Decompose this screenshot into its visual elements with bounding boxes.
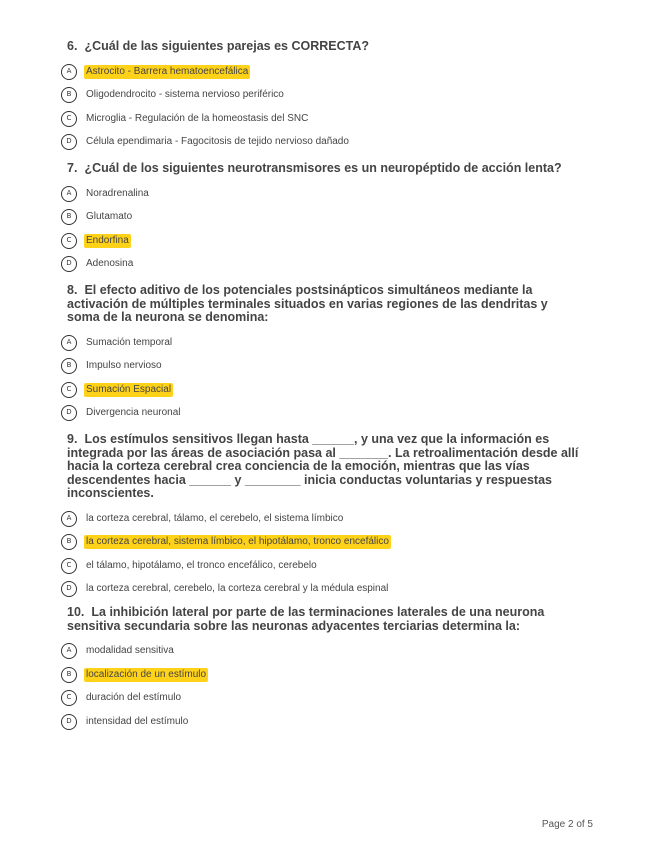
- option-text-highlighted: Sumación Espacial: [86, 383, 172, 395]
- option-text: Sumación temporal: [86, 336, 173, 348]
- option-text: la corteza cerebral, tálamo, el cerebelo, el sistema límbico: [86, 512, 344, 524]
- option-text-highlighted: Astrocito - Barrera hematoencefálica: [86, 65, 249, 77]
- option-letter-badge: B: [61, 534, 77, 550]
- option-text: Noradrenalina: [86, 187, 149, 199]
- option-letter-badge: B: [61, 358, 77, 374]
- question-9: [61, 433, 581, 603]
- option-a[interactable]: [61, 509, 581, 533]
- option-letter-badge: D: [61, 405, 77, 421]
- option-letter-badge: C: [61, 111, 77, 127]
- option-letter-badge: A: [61, 511, 77, 527]
- question-title: 7. ¿Cuál de los siguientes neurotransmisores es un neuropéptido de acción lenta?: [67, 161, 562, 175]
- option-d[interactable]: [61, 712, 581, 736]
- option-text: modalidad sensitiva: [86, 645, 174, 656]
- option-d[interactable]: [61, 579, 581, 603]
- option-text: el tálamo, hipotálamo, el tronco encefálico, cerebelo: [86, 559, 317, 571]
- option-b[interactable]: [61, 85, 581, 109]
- option-a[interactable]: [61, 333, 581, 357]
- option-c[interactable]: [61, 556, 581, 580]
- option-c[interactable]: [61, 231, 581, 255]
- page-number: Page 2 of 5: [541, 819, 593, 830]
- option-letter-badge: A: [61, 186, 77, 202]
- option-text: la corteza cerebral, cerebelo, la corteza cerebral y la médula espinal: [86, 583, 389, 595]
- option-letter-badge: B: [61, 209, 77, 225]
- option-text-highlighted: Endorfina: [86, 234, 129, 246]
- question-8: [61, 284, 581, 427]
- question-title: 6. ¿Cuál de las siguientes parejas es CORRECTA?: [67, 39, 370, 53]
- option-letter-badge: A: [61, 643, 77, 659]
- option-text: Adenosina: [86, 258, 134, 270]
- option-text: Oligodendrocito - sistema nervioso periférico: [86, 89, 284, 101]
- option-d[interactable]: [61, 254, 581, 278]
- question-title: 10. La inhibición lateral por parte de las terminaciones laterales de una neurona sensitiva secundaria sobre las neuronas adyacentes terciarias determina la:: [67, 605, 545, 633]
- option-letter-badge: C: [61, 233, 77, 249]
- question-7: [61, 162, 581, 278]
- option-d[interactable]: [61, 403, 581, 427]
- option-letter-badge: D: [61, 581, 77, 597]
- option-letter-badge: B: [61, 87, 77, 103]
- option-b[interactable]: [61, 356, 581, 380]
- option-b[interactable]: [61, 665, 581, 689]
- question-title: 8. El efecto aditivo de los potenciales postsinápticos simultáneos mediante la activación de múltiples terminales situados en varias regiones de las dendritas y soma de la neurona se denomina:: [67, 283, 548, 324]
- option-text: Impulso nervioso: [86, 360, 162, 372]
- option-c[interactable]: [61, 380, 581, 404]
- question-title: 9. Los estímulos sensitivos llegan hasta ______, y una vez que la información es integrada por las áreas de asociación pasa al _______. La retroalimentación desde allí hacia la corteza cerebral crea conciencia de la emoción, mientras que las vías descendentes hacia ______ y ________ inicia conductas voluntarias y respuestas inconscientes.: [67, 432, 579, 500]
- option-letter-badge: C: [61, 382, 77, 398]
- option-a[interactable]: [61, 641, 581, 665]
- option-letter-badge: A: [61, 64, 77, 80]
- option-text: Glutamato: [86, 211, 133, 223]
- option-text: duración del estímulo: [86, 692, 182, 704]
- option-text: Divergencia neuronal: [86, 407, 181, 419]
- option-letter-badge: D: [61, 134, 77, 150]
- option-text-highlighted: localización de un estímulo: [86, 668, 207, 680]
- option-b[interactable]: [61, 207, 581, 231]
- option-text-highlighted: la corteza cerebral, sistema límbico, el hipotálamo, tronco encefálico: [86, 536, 389, 548]
- option-c[interactable]: [61, 688, 581, 712]
- option-a[interactable]: [61, 62, 581, 86]
- option-letter-badge: D: [61, 256, 77, 272]
- option-text: Célula ependimaria - Fagocitosis de tejido nervioso dañado: [86, 136, 349, 148]
- option-text: intensidad del estímulo: [86, 715, 189, 727]
- question-10: [61, 606, 581, 735]
- option-c[interactable]: [61, 109, 581, 133]
- option-b[interactable]: [61, 532, 581, 556]
- option-letter-badge: D: [61, 714, 77, 730]
- option-d[interactable]: [61, 132, 581, 156]
- option-letter-badge: A: [61, 335, 77, 351]
- option-a[interactable]: [61, 184, 581, 208]
- question-6: [61, 40, 581, 156]
- option-letter-badge: B: [61, 667, 77, 683]
- option-letter-badge: C: [61, 690, 77, 706]
- option-text: Microglia - Regulación de la homeostasis del SNC: [86, 112, 309, 124]
- option-letter-badge: C: [61, 558, 77, 574]
